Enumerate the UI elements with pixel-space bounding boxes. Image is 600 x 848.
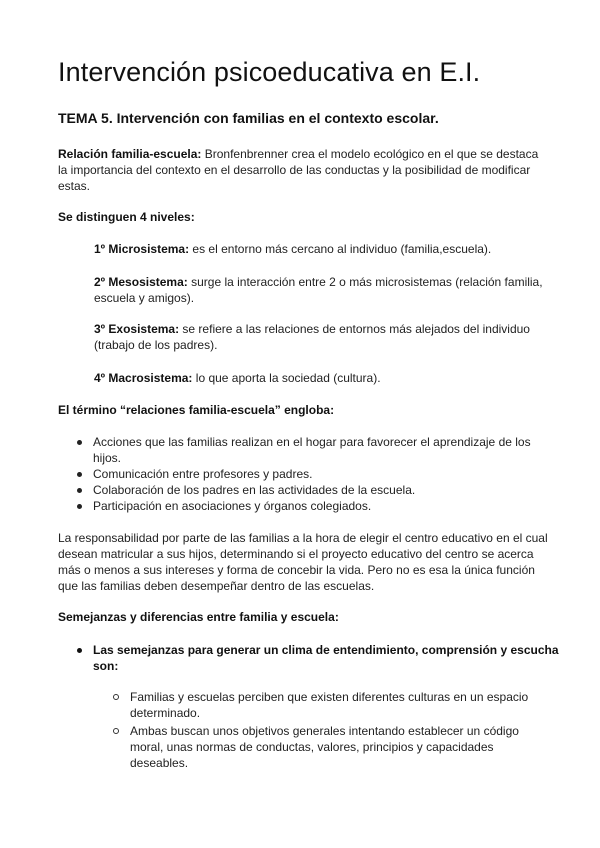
nivel-item — [94, 274, 544, 306]
nivel-text: surge la interacción entre 2 o más microsistemas (relación familia, escuela y amigos). — [94, 275, 543, 305]
hollow-bullet-icon — [113, 728, 119, 734]
list-item: Ambas buscan unos objetivos generales intentando establecer un código moral, unas normas de conductas, valores, principios y capacidades deseables. — [94, 723, 554, 771]
semejanzas-heading: Semejanzas y diferencias entre familia y escuela: — [58, 610, 339, 624]
bullet-icon — [77, 648, 82, 653]
nivel-label: 1º Microsistema: — [94, 242, 190, 256]
bullet-icon — [77, 504, 82, 509]
nivel-text: lo que aporta la sociedad (cultura). — [192, 371, 381, 385]
bullet-icon — [77, 472, 82, 477]
semejanzas-list — [94, 689, 554, 773]
responsabilidad-paragraph: La responsabilidad por parte de las familias a la hora de elegir el centro educativo en el cual desean matricular a sus hijos, determinando si el proyecto educativo del centro se acerca más o menos a sus intereses y forma de concebir la vida. Pero no es esa la única función que las familias deben desempeñar dentro de las escuelas. — [58, 531, 548, 593]
nivel-item — [94, 241, 544, 257]
nivel-text: se refiere a las relaciones de entornos más alejados del individuo (trabajo de los padres). — [94, 322, 530, 352]
hollow-bullet-icon — [113, 694, 119, 700]
nivel-label: 4º Macrosistema: — [94, 371, 193, 385]
relacion-paragraph — [58, 146, 548, 194]
nivel-text: es el entorno más cercano al individuo (familia,escuela). — [189, 242, 492, 256]
semejanzas-bullet: Las semejanzas para generar un clima de entendimiento, comprensión y escucha son: — [58, 642, 583, 674]
niveles-heading: Se distinguen 4 niveles: — [58, 210, 195, 224]
topic-heading: TEMA 5. Intervención con familias en el contexto escolar. — [58, 110, 439, 126]
nivel-label: 2º Mesosistema: — [94, 275, 188, 289]
relacion-label: Relación familia-escuela: — [58, 147, 202, 161]
nivel-label: 3º Exosistema: — [94, 322, 180, 336]
bullet-icon — [77, 440, 82, 445]
document-title: Intervención psicoeducativa en E.I. — [58, 57, 481, 87]
engloba-list — [58, 434, 548, 514]
list-item: Participación en asociaciones y órganos colegiados. — [58, 498, 548, 514]
list-item: Acciones que las familias realizan en el hogar para favorecer el aprendizaje de los hijos. — [58, 434, 548, 466]
list-item: Familias y escuelas perciben que existen diferentes culturas en un espacio determinado. — [94, 689, 554, 721]
engloba-heading: El término “relaciones familia-escuela” engloba: — [58, 403, 335, 417]
bullet-icon — [77, 488, 82, 493]
list-item: Colaboración de los padres en las actividades de la escuela. — [58, 482, 548, 498]
list-item: Comunicación entre profesores y padres. — [58, 466, 548, 482]
nivel-item — [94, 321, 544, 353]
relacion-text: Bronfenbrenner crea el modelo ecológico en el que se destaca la importancia del contexto en el desarrollo de las conductas y la posibilidad de modificar estas. — [58, 147, 539, 193]
nivel-item — [94, 370, 544, 386]
